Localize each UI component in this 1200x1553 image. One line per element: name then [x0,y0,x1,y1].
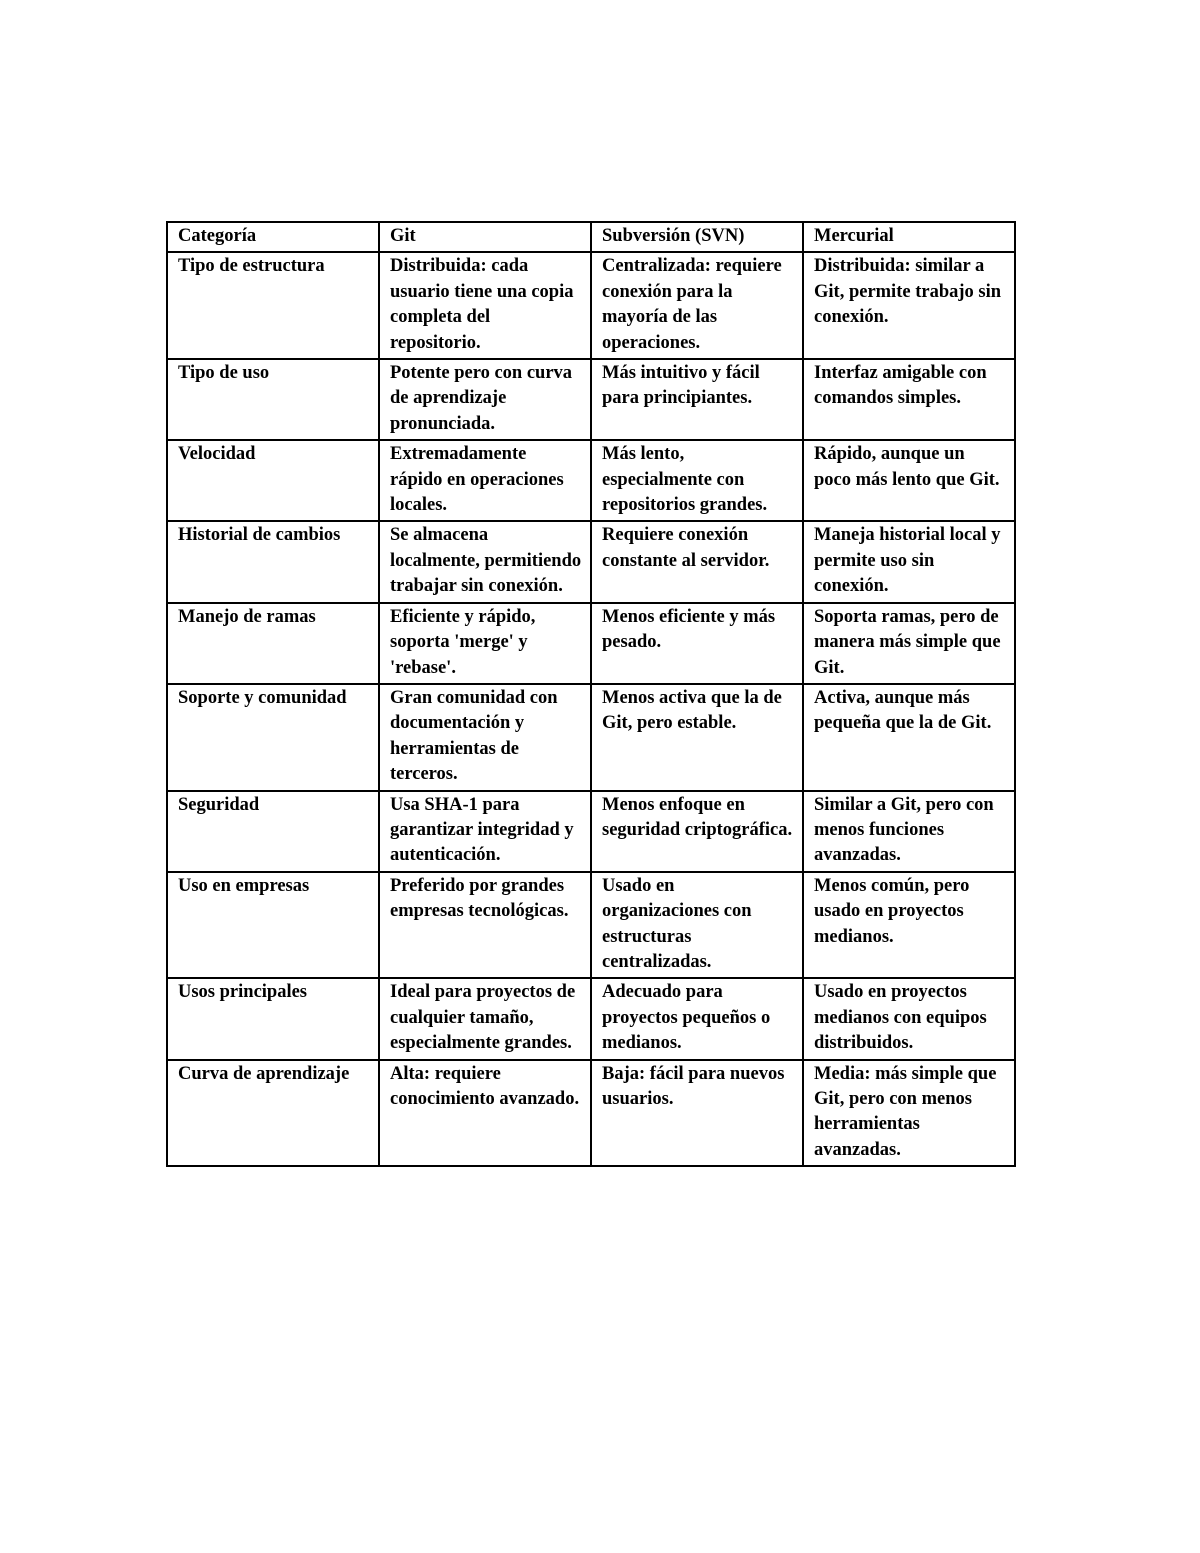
table-row [167,252,1015,359]
mercurial-cell: Distribuida: similar a Git, permite trabajo sin conexión. [803,252,1015,359]
svn-cell: Usado en organizaciones con estructuras centralizadas. [591,872,803,979]
table-row [167,791,1015,872]
row-category: Curva de aprendizaje [167,1060,379,1167]
svn-cell: Adecuado para proyectos pequeños o medianos. [591,978,803,1059]
git-cell: Extremadamente rápido en operaciones locales. [379,440,591,521]
comparison-table [166,221,1016,1167]
mercurial-cell: Menos común, pero usado en proyectos medianos. [803,872,1015,979]
header-mercurial: Mercurial [803,222,1015,252]
mercurial-cell: Rápido, aunque un poco más lento que Git. [803,440,1015,521]
svn-cell: Más lento, especialmente con repositorios grandes. [591,440,803,521]
table-row [167,603,1015,684]
git-cell: Distribuida: cada usuario tiene una copia completa del repositorio. [379,252,591,359]
table-row [167,872,1015,979]
row-category: Tipo de uso [167,359,379,440]
row-category: Velocidad [167,440,379,521]
table-row [167,359,1015,440]
row-category: Uso en empresas [167,872,379,979]
svn-cell: Menos eficiente y más pesado. [591,603,803,684]
git-cell: Se almacena localmente, permitiendo trabajar sin conexión. [379,521,591,602]
table-row [167,1060,1015,1167]
svn-cell: Baja: fácil para nuevos usuarios. [591,1060,803,1167]
git-cell: Preferido por grandes empresas tecnológicas. [379,872,591,979]
header-git: Git [379,222,591,252]
git-cell: Gran comunidad con documentación y herramientas de terceros. [379,684,591,791]
mercurial-cell: Usado en proyectos medianos con equipos distribuidos. [803,978,1015,1059]
table-row [167,521,1015,602]
row-category: Seguridad [167,791,379,872]
git-cell: Ideal para proyectos de cualquier tamaño, especialmente grandes. [379,978,591,1059]
mercurial-cell: Interfaz amigable con comandos simples. [803,359,1015,440]
row-category: Usos principales [167,978,379,1059]
row-category: Soporte y comunidad [167,684,379,791]
svn-cell: Menos activa que la de Git, pero estable. [591,684,803,791]
mercurial-cell: Similar a Git, pero con menos funciones avanzadas. [803,791,1015,872]
mercurial-cell: Media: más simple que Git, pero con menos herramientas avanzadas. [803,1060,1015,1167]
mercurial-cell: Activa, aunque más pequeña que la de Git. [803,684,1015,791]
git-cell: Potente pero con curva de aprendizaje pronunciada. [379,359,591,440]
table-row [167,684,1015,791]
header-categoria: Categoría [167,222,379,252]
git-cell: Eficiente y rápido, soporta 'merge' y 'rebase'. [379,603,591,684]
git-cell: Usa SHA-1 para garantizar integridad y autenticación. [379,791,591,872]
svn-cell: Centralizada: requiere conexión para la mayoría de las operaciones. [591,252,803,359]
svn-cell: Requiere conexión constante al servidor. [591,521,803,602]
mercurial-cell: Maneja historial local y permite uso sin conexión. [803,521,1015,602]
git-cell: Alta: requiere conocimiento avanzado. [379,1060,591,1167]
table-header-row [167,222,1015,252]
row-category: Manejo de ramas [167,603,379,684]
header-svn: Subversión (SVN) [591,222,803,252]
svn-cell: Más intuitivo y fácil para principiantes. [591,359,803,440]
svn-cell: Menos enfoque en seguridad criptográfica. [591,791,803,872]
table-row [167,978,1015,1059]
row-category: Tipo de estructura [167,252,379,359]
row-category: Historial de cambios [167,521,379,602]
mercurial-cell: Soporta ramas, pero de manera más simple que Git. [803,603,1015,684]
table-row [167,440,1015,521]
